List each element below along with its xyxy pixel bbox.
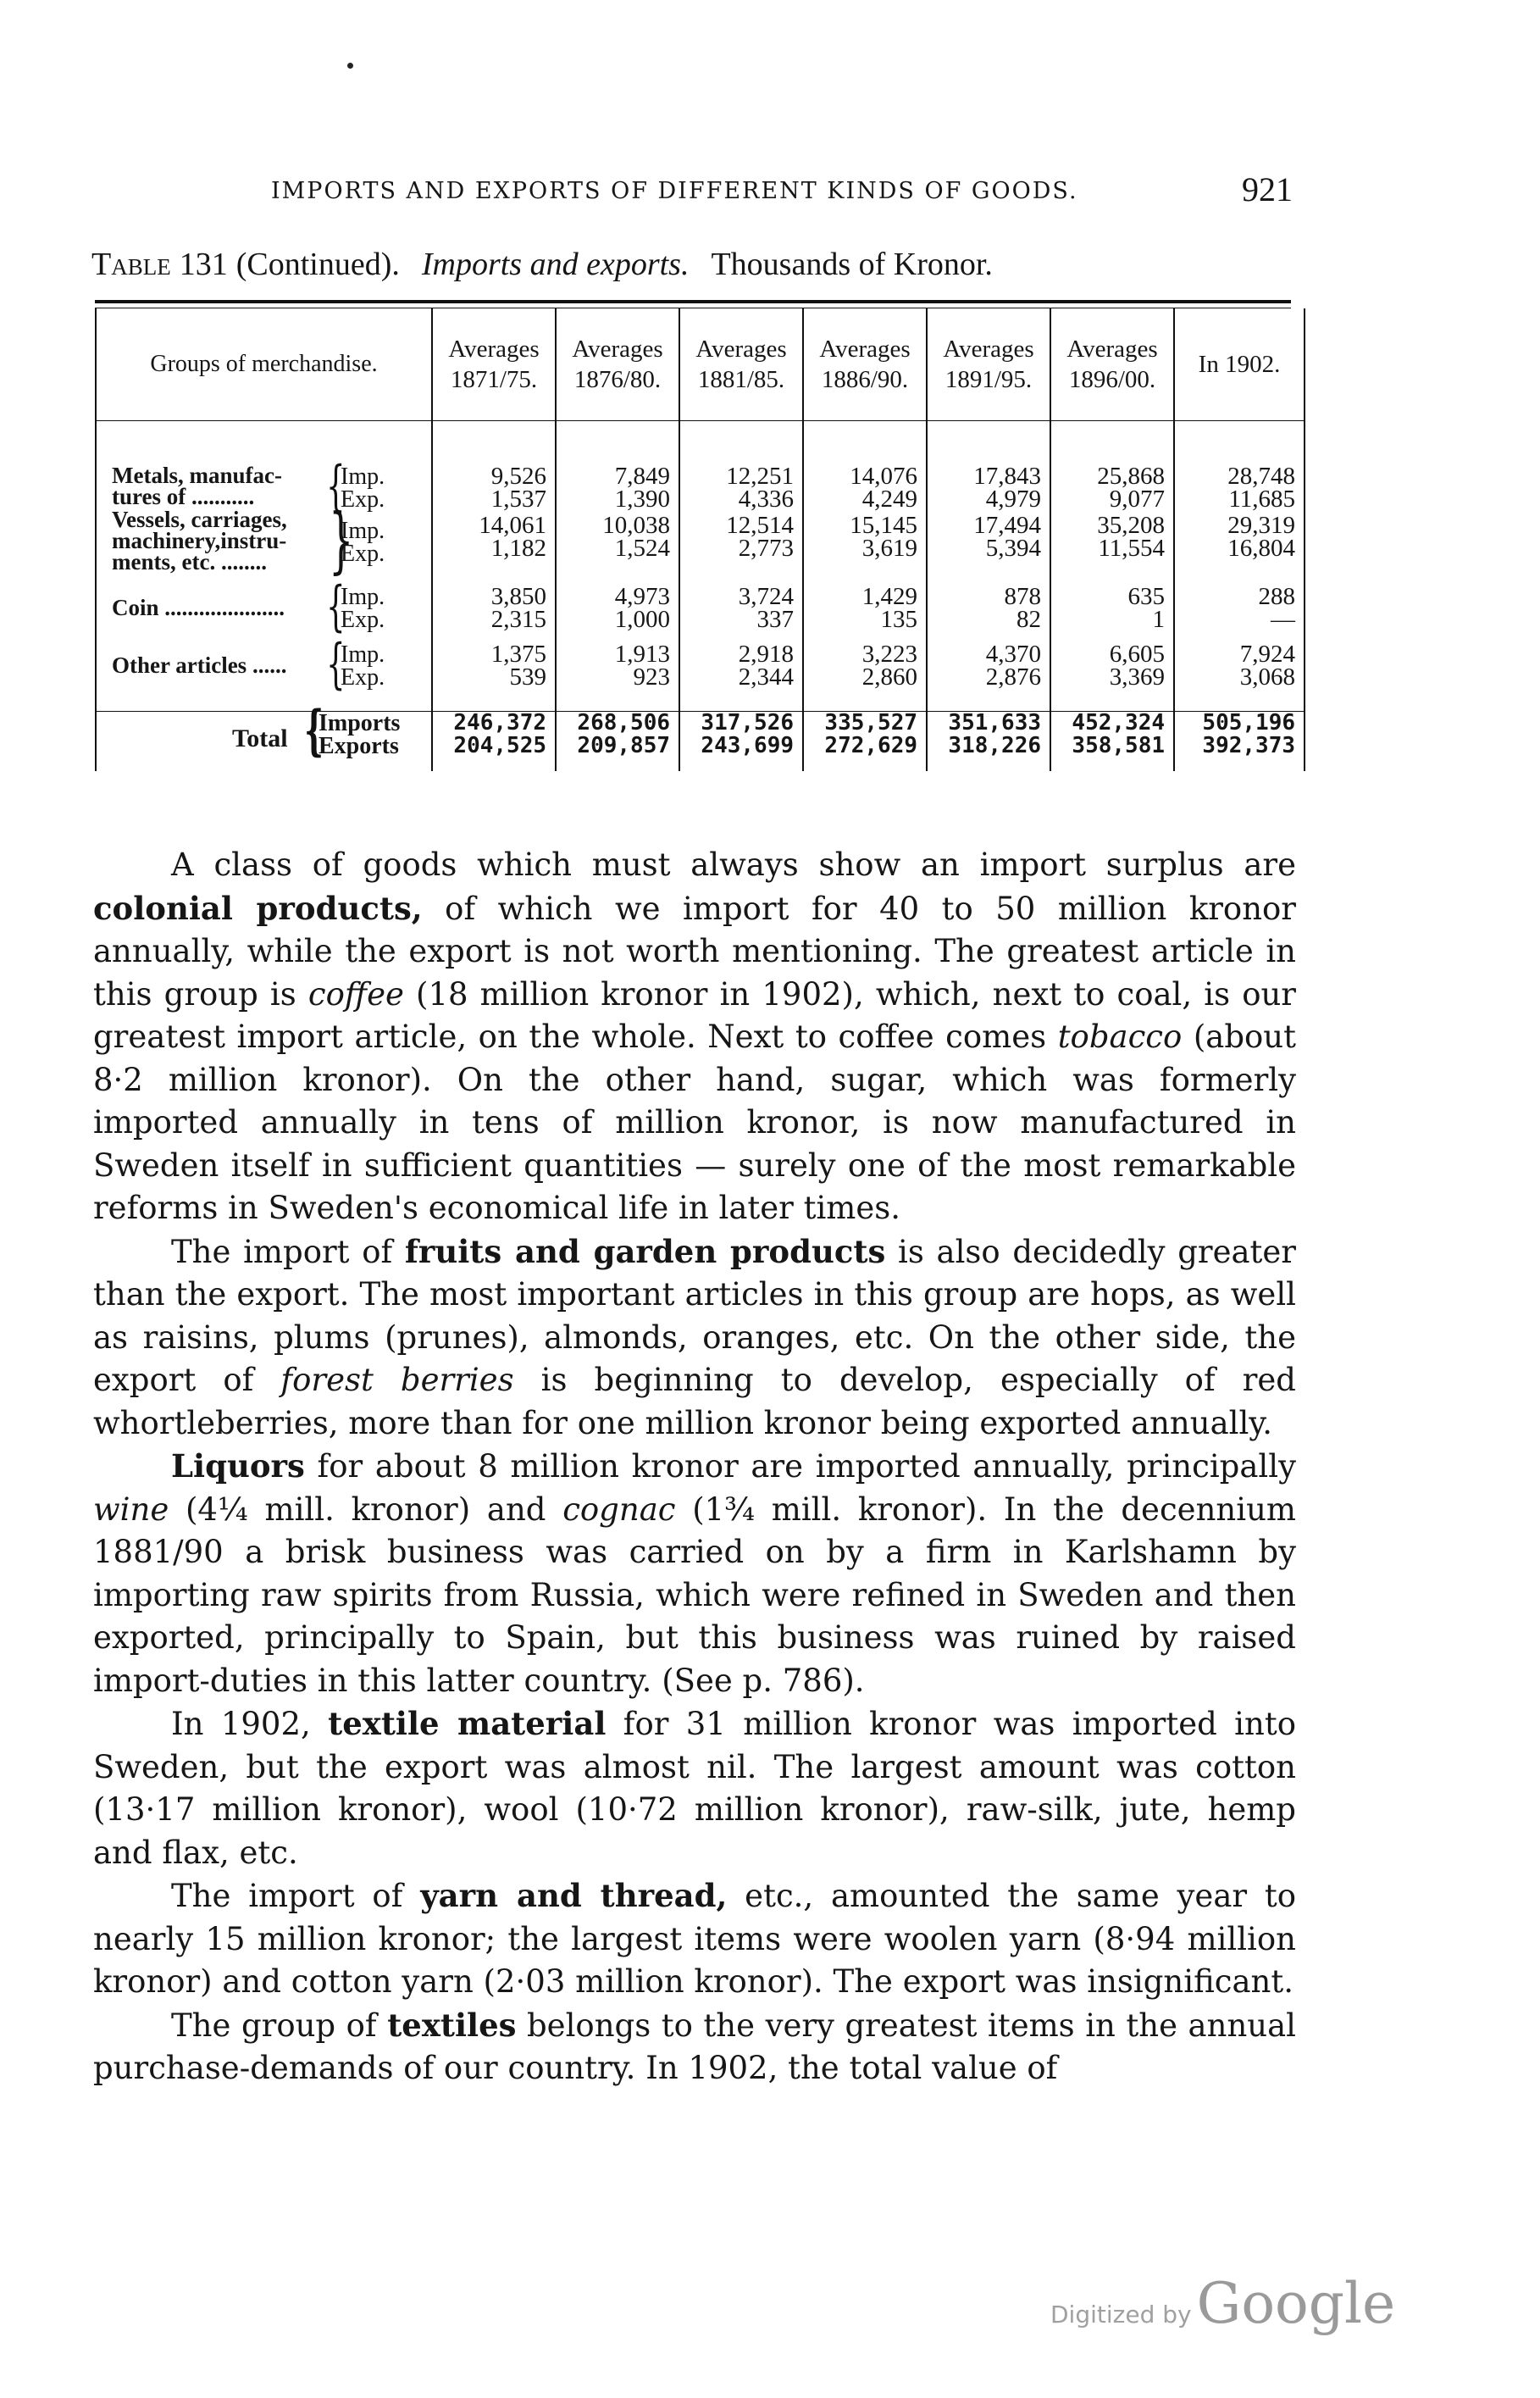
header-groups: Groups of merchandise. xyxy=(96,308,432,421)
group-label: Vessels, carriages, machinery,instru- ments, etc. ........ xyxy=(112,507,287,575)
total-label: Total xyxy=(232,724,288,752)
group-label: Metals, manufac- tures of ........... xyxy=(112,463,282,509)
header-col: Averages 1876/80. xyxy=(556,308,679,421)
table-row: Coin ..................... { Imp. Exp. 3,850 2,315 4,973 1,000 3,724 337 1,429 135 878 82 635 1 288 — xyxy=(96,586,1305,643)
table-number: 131 xyxy=(179,247,228,282)
brace-glyph: } xyxy=(329,498,354,581)
paragraph: A class of goods which must always show an import surplus are colonial products, of which we import for 40 to 50 million kronor annually, while the export is not worth mentioning. The greatest article in this group is coffee (18 million kronor in 1902), which, next to coal, is our greatest import article, on the whole. Next to coffee comes tobacco (about 8·2 million kronor). On the other hand, sugar, which was formerly imported annually in tens of million kronor, is now manufactured in Sweden itself in sufficient quantities — surely one of the most remarkable reforms in Sweden's economical life in later times. xyxy=(93,847,1296,1226)
brace-glyph: { xyxy=(326,633,346,696)
digitized-watermark xyxy=(1050,2271,1395,2336)
table-row: Vessels, carriages, machinery,instru- ments, etc. ........ } Imp. Exp. 14,061 1,182 10,038 1,524 12,514 2,773 15,145 3,619 17,494 5,394 35,208 11,554 29,319 16,804 xyxy=(96,514,1305,586)
table-row: Other articles ...... { Imp. Exp. 1,375 539 1,913 923 2,918 2,344 3,223 2,860 4,370 2,876 6,605 3,369 7,924 3,068 xyxy=(96,643,1305,712)
brace-glyph: { xyxy=(326,455,346,518)
group-label: Coin ..................... xyxy=(112,595,285,620)
paragraph: The import of yarn and thread, etc., amounted the same year to nearly 15 million kronor; the largest items were woolen yarn (8·94 million kronor) and cotton yarn (2·03 million kronor). The export was insignificant. xyxy=(93,1877,1296,2000)
table-unit: Thousands of Kronor. xyxy=(711,247,993,282)
table-caption xyxy=(91,246,1311,283)
header-col: Averages 1896/00. xyxy=(1050,308,1174,421)
paragraph: The import of fruits and garden products is also decidedly greater than the export. The most important articles in this group are hops, as well as raisins, plums (prunes), almonds, oranges, etc. On the other side, the export of forest berries is beginning to develop, especially of red whortleberries, more than for one million kronor being exported annually. xyxy=(93,1232,1296,1441)
paragraph: In 1902, textile material for 31 million kronor was imported into Sweden, but the export was almost nil. The largest amount was cotton (13·17 million kronor), wool (10·72 million kronor), raw-silk, jute, hemp and flax, etc. xyxy=(93,1705,1296,1871)
header-col: Averages 1886/90. xyxy=(803,308,927,421)
header-col: In 1902. xyxy=(1174,308,1305,421)
header-col: Averages 1891/95. xyxy=(927,308,1050,421)
table-top-rule xyxy=(95,300,1291,303)
page-number: 921 xyxy=(1242,170,1293,208)
paragraph: Liquors for about 8 million kronor are imported annually, principally wine (4¼ mill. kronor) and cognac (1¾ mill. kronor). In the decennium 1881/90 a brisk business was carried on by a firm in Karlshamn by importing raw spirits from Russia, which were refined in Sweden and then exported, principally to Spain, but this business was ruined by raised import-duties in this latter country. (See p. 786). xyxy=(93,1447,1296,1699)
watermark-prefix: Digitized by xyxy=(1050,2301,1192,2329)
brace-glyph: { xyxy=(304,699,324,763)
table-row: Metals, manufac- tures of ........... { Imp. Exp. 9,526 1,537 7,849 1,390 12,251 4,336 14,076 4,249 17,843 4,979 25,868 9,077 28,748 11,685 xyxy=(96,465,1305,514)
table-row-total: Total { Imports Exports 246,372 204,525 268,506 209,857 317,526 243,699 335,527 272,629 351,633 318,226 452,324 358,581 505,196 392,373 xyxy=(96,712,1305,772)
group-label: Other articles ...... xyxy=(112,652,287,678)
table-header-row xyxy=(96,308,1305,421)
trade-table-grid xyxy=(95,308,1305,771)
paragraph: The group of textiles belongs to the very greatest items in the annual purchase-demands of our country. In 1902, the total value of xyxy=(93,2006,1296,2086)
table-title: Imports and exports. xyxy=(421,247,690,282)
speck xyxy=(347,63,353,69)
brace-glyph: { xyxy=(326,575,346,638)
header-col: Averages 1871/75. xyxy=(432,308,556,421)
running-head: IMPORTS AND EXPORTS OF DIFFERENT KINDS OF GOODS. xyxy=(271,178,1078,204)
table-label: Table xyxy=(91,247,171,282)
trade-table xyxy=(95,300,1295,771)
table-continued: (Continued). xyxy=(235,247,400,282)
body-text xyxy=(93,844,1296,2090)
header-col: Averages 1881/85. xyxy=(679,308,803,421)
google-logo: Google xyxy=(1196,2271,1396,2336)
